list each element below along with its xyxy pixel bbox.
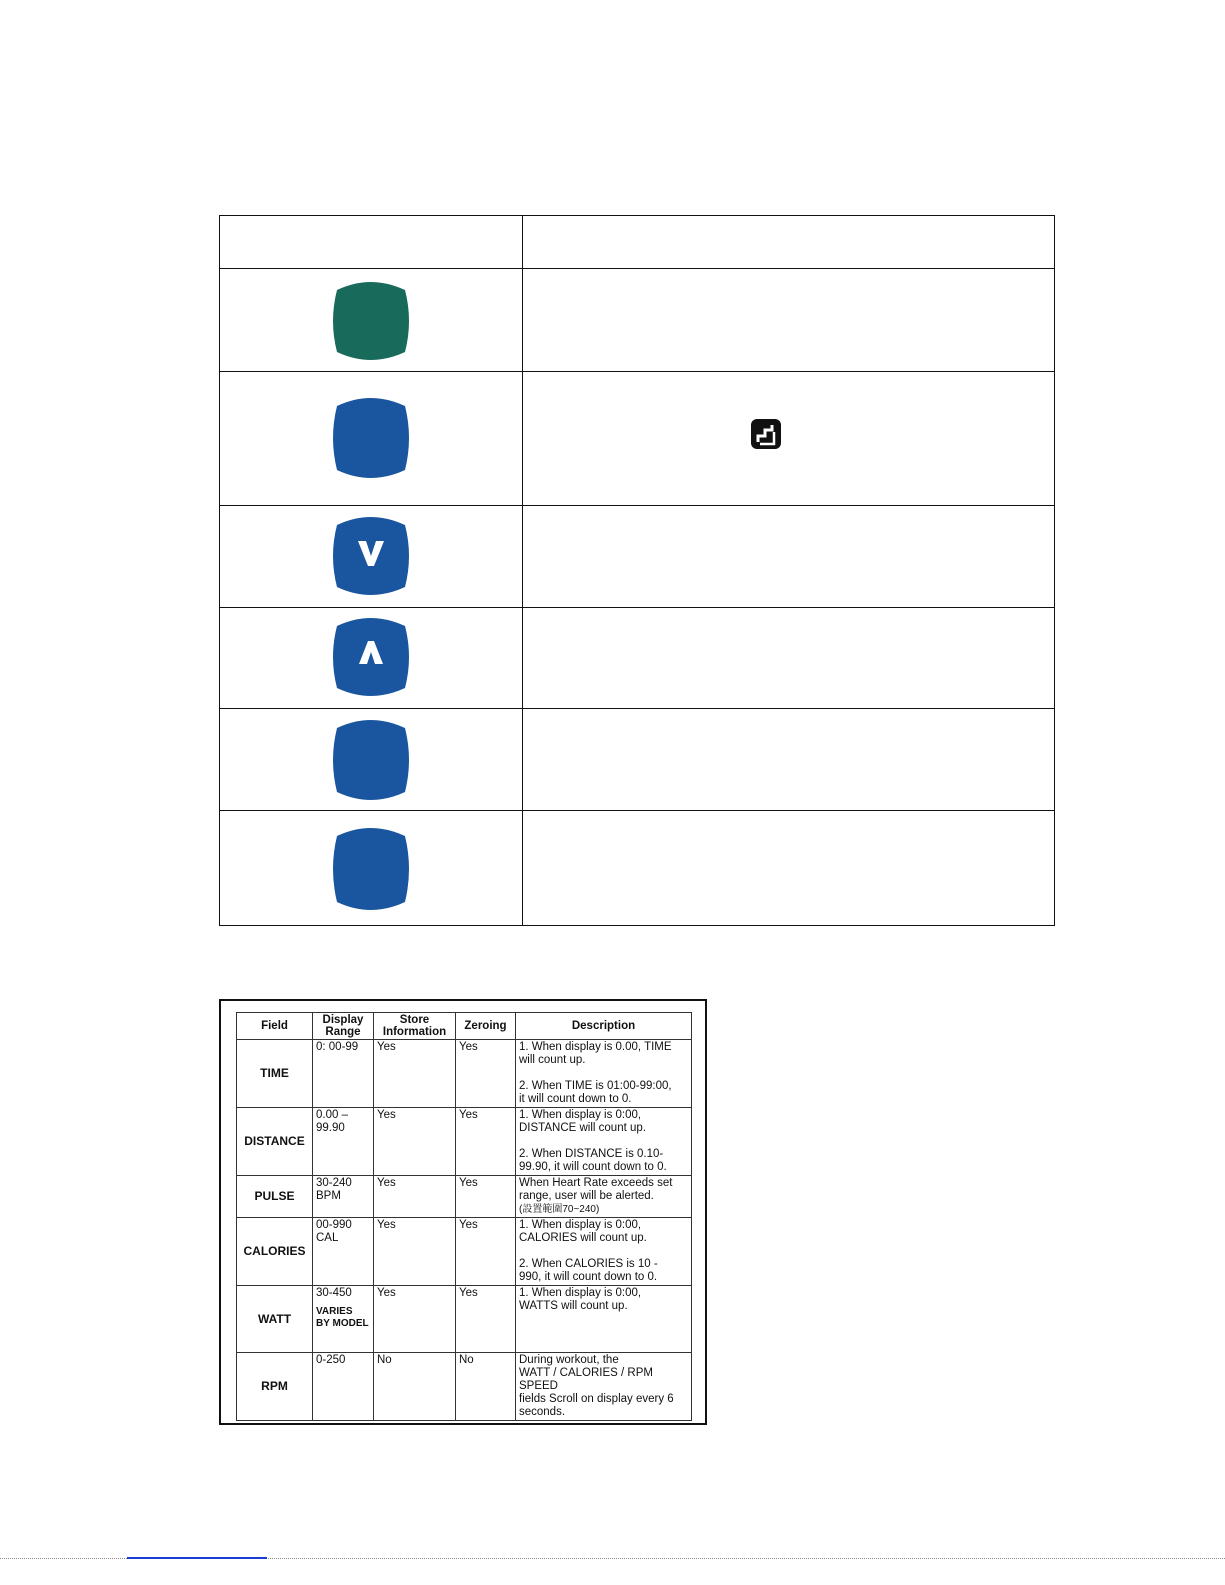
store-information: Yes bbox=[374, 1218, 456, 1286]
store-information: Yes bbox=[374, 1286, 456, 1353]
table-row bbox=[237, 1176, 692, 1218]
start-button[interactable] bbox=[329, 278, 413, 364]
row-divider bbox=[220, 810, 1054, 811]
zeroing: Yes bbox=[456, 1218, 516, 1286]
zeroing: Yes bbox=[456, 1040, 516, 1108]
description: 1. When display is 0:00, WATTS will count up. bbox=[516, 1286, 692, 1353]
key-function-table bbox=[219, 215, 1055, 926]
table-row bbox=[237, 1353, 692, 1421]
header-description: Description bbox=[516, 1013, 692, 1040]
field-name: TIME bbox=[237, 1040, 313, 1108]
header-zeroing: Zeroing bbox=[456, 1013, 516, 1040]
table-row bbox=[237, 1286, 692, 1353]
footer-link-underline[interactable] bbox=[127, 1557, 267, 1559]
down-button[interactable] bbox=[329, 513, 413, 599]
header-store-information: Store Information bbox=[374, 1013, 456, 1040]
blue-key-shape bbox=[329, 513, 413, 599]
row-divider bbox=[220, 708, 1054, 709]
blue-key-shape bbox=[329, 394, 413, 482]
zeroing: Yes bbox=[456, 1108, 516, 1176]
store-information: No bbox=[374, 1353, 456, 1421]
store-information: Yes bbox=[374, 1108, 456, 1176]
field-name: DISTANCE bbox=[237, 1108, 313, 1176]
program-button[interactable] bbox=[329, 394, 413, 482]
field-name: CALORIES bbox=[237, 1218, 313, 1286]
display-range: 0-250 bbox=[313, 1353, 374, 1421]
description: 1. When display is 0:00, CALORIES will count up. 2. When CALORIES is 10 - 990, it will count down to 0. bbox=[516, 1218, 692, 1286]
enter-button[interactable] bbox=[329, 716, 413, 804]
display-field-figure bbox=[219, 999, 707, 1425]
row-divider bbox=[220, 371, 1054, 372]
green-key-shape bbox=[329, 278, 413, 364]
description: During workout, the WATT / CALORIES / RPM SPEED fields Scroll on display every 6 seconds. bbox=[516, 1353, 692, 1421]
field-name: WATT bbox=[237, 1286, 313, 1353]
reset-button[interactable] bbox=[329, 824, 413, 914]
display-range: 30-240 BPM bbox=[313, 1176, 374, 1218]
field-name: RPM bbox=[237, 1353, 313, 1421]
display-field-table bbox=[236, 1012, 692, 1421]
header-display-range: Display Range bbox=[313, 1013, 374, 1040]
zeroing: Yes bbox=[456, 1286, 516, 1353]
up-button[interactable] bbox=[329, 614, 413, 700]
header-divider bbox=[220, 268, 1054, 269]
column-divider bbox=[522, 216, 523, 925]
description: 1. When display is 0.00, TIME will count up. 2. When TIME is 01:00-99:00, it will count down to 0. bbox=[516, 1040, 692, 1108]
row-divider bbox=[220, 505, 1054, 506]
store-information: Yes bbox=[374, 1040, 456, 1108]
display-range: 0: 00-99 bbox=[313, 1040, 374, 1108]
blue-key-shape bbox=[329, 824, 413, 914]
store-information: Yes bbox=[374, 1176, 456, 1218]
row-divider bbox=[220, 607, 1054, 608]
program-profile-icon bbox=[750, 418, 782, 450]
field-name: PULSE bbox=[237, 1176, 313, 1218]
description: 1. When display is 0:00, DISTANCE will count up. 2. When DISTANCE is 0.10- 99.90, it will count down to 0. bbox=[516, 1108, 692, 1176]
table-row bbox=[237, 1108, 692, 1176]
display-range: 30-450 VARIES BY MODEL bbox=[313, 1286, 374, 1353]
table-row bbox=[237, 1218, 692, 1286]
table-row bbox=[237, 1040, 692, 1108]
display-range: 00-990 CAL bbox=[313, 1218, 374, 1286]
zeroing: No bbox=[456, 1353, 516, 1421]
description: When Heart Rate exceeds set range, user will be alerted. (設置範圍70~240) bbox=[516, 1176, 692, 1218]
blue-key-shape bbox=[329, 716, 413, 804]
zeroing: Yes bbox=[456, 1176, 516, 1218]
display-range: 0.00 – 99.90 bbox=[313, 1108, 374, 1176]
table-header-row bbox=[237, 1013, 692, 1040]
blue-key-shape bbox=[329, 614, 413, 700]
header-field: Field bbox=[237, 1013, 313, 1040]
